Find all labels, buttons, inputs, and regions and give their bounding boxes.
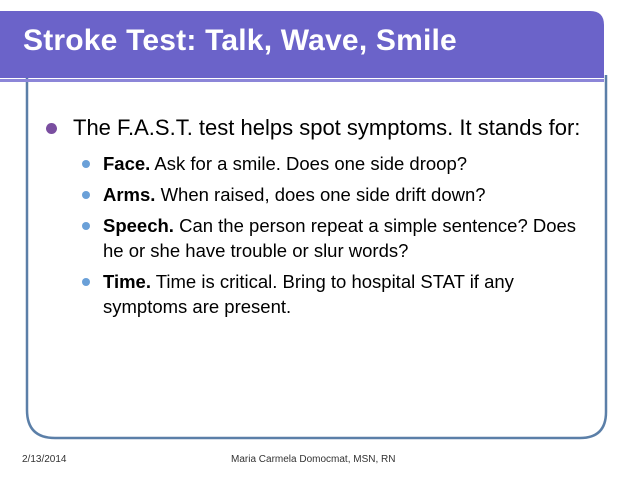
- footer-date: 2/13/2014: [22, 454, 67, 465]
- bullet-dot-icon: [46, 123, 57, 134]
- item-term: Arms.: [103, 184, 156, 205]
- list-item-time: [81, 269, 600, 319]
- bullet-dot-icon: [82, 278, 90, 286]
- bullet-dot-icon: [82, 222, 90, 230]
- item-term: Face.: [103, 153, 151, 174]
- item-term: Time.: [103, 271, 151, 292]
- footer-author: Maria Carmela Domocmat, MSN, RN: [231, 454, 396, 465]
- main-bullet-point: [40, 113, 600, 143]
- slide-content: [40, 113, 600, 325]
- list-item-arms: [81, 182, 600, 207]
- main-point-text: The F.A.S.T. test helps spot symptoms. It stands for:: [73, 115, 581, 140]
- item-text: Can the person repeat a simple sentence? Does he or she have trouble or slur words?: [103, 215, 577, 261]
- bullet-dot-icon: [82, 160, 90, 168]
- item-term: Speech.: [103, 215, 174, 236]
- title-underline: [0, 79, 604, 82]
- slide-title: Stroke Test: Talk, Wave, Smile: [23, 24, 457, 57]
- bullet-dot-icon: [82, 191, 90, 199]
- fast-list: [81, 151, 600, 319]
- item-text: Time is critical. Bring to hospital STAT if any symptoms are present.: [103, 271, 514, 317]
- item-text: Ask for a smile. Does one side droop?: [150, 153, 468, 174]
- list-item-face: [81, 151, 600, 176]
- list-item-speech: [81, 213, 600, 263]
- item-text: When raised, does one side drift down?: [155, 184, 486, 205]
